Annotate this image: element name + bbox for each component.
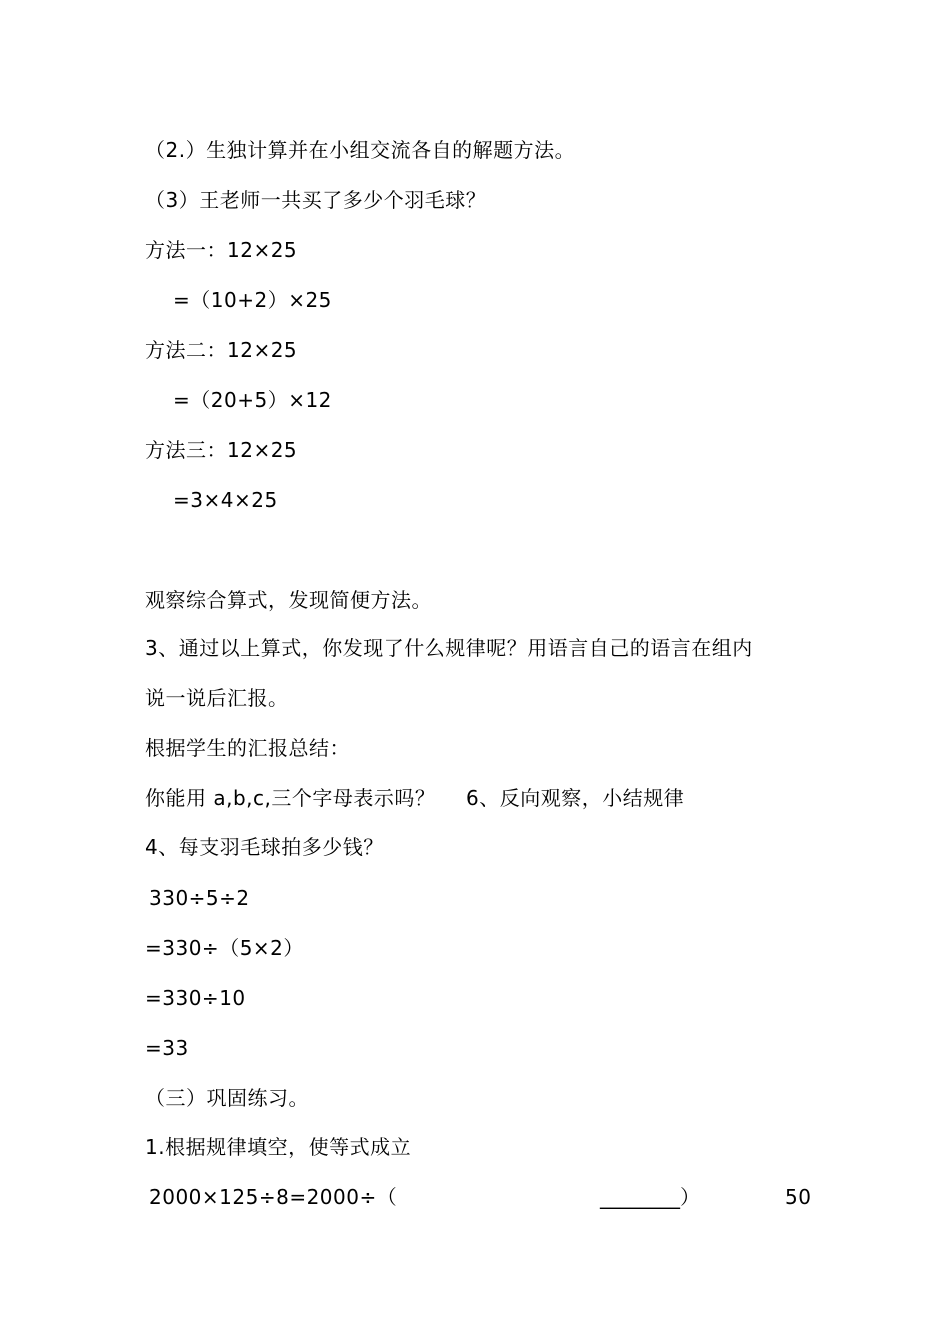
text-line: =（20+5）×12 (173, 388, 332, 412)
text-line: =330÷10 (145, 986, 246, 1010)
text-line: 50 (785, 1185, 812, 1209)
text-line: （三）巩固练习。 (145, 1086, 309, 1110)
text-line: 方法一：12×25 (145, 238, 298, 262)
text-line: 4、每支羽毛球拍多少钱？ (145, 835, 384, 859)
text-line: 根据学生的汇报总结： (145, 736, 350, 760)
text-line: 方法二：12×25 (145, 338, 298, 362)
text-line: 2000×125÷8=2000÷（ (149, 1185, 398, 1209)
text-line: =33 (145, 1036, 189, 1060)
text-line: （2.）生独计算并在小组交流各自的解题方法。 (145, 138, 576, 162)
text-line: 说一说后汇报。 (145, 686, 289, 710)
text-line: =3×4×25 (173, 488, 278, 512)
text-line: 方法三：12×25 (145, 438, 298, 462)
text-line: （3）王老师一共买了多少个羽毛球？ (145, 188, 487, 212)
text-line: =（10+2）×25 (173, 288, 332, 312)
text-line: 3、通过以上算式，你发现了什么规律呢？用语言自己的语言在组内 (145, 636, 753, 660)
text-line: 1.根据规律填空，使等式成立 (145, 1135, 412, 1159)
text-line: 观察综合算式，发现简便方法。 (145, 588, 432, 612)
text-line: 你能用 a,b,c,三个字母表示吗？ (145, 786, 436, 810)
text-line: =330÷（5×2） (145, 936, 304, 960)
text-line: 330÷5÷2 (149, 886, 250, 910)
text-line: 6、反向观察，小结规律 (466, 786, 685, 810)
fill-in-blank: ________） (600, 1185, 700, 1209)
